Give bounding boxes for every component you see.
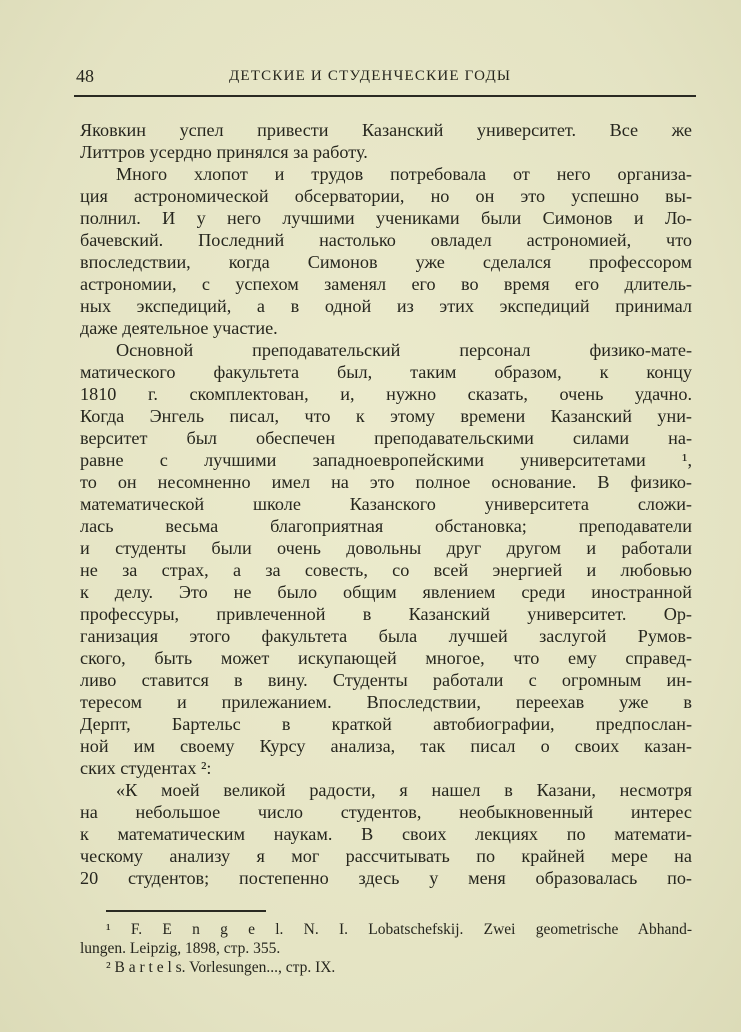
- footnote-line: ¹ F. E n g e l. N. I. Lobatschefskij. Zwei geometrische Abhand-: [106, 921, 692, 938]
- text-line: Много хлопот и трудов потребовала от него организа-: [116, 164, 692, 184]
- text-line: к математическим наукам. В своих лекциях по математи-: [80, 824, 692, 844]
- running-title: ДЕТСКИЕ И СТУДЕНЧЕСКИЕ ГОДЫ: [229, 68, 512, 84]
- text-line: математической школе Казанского университета сложи-: [80, 494, 692, 514]
- text-line: ганизация этого факультета была лучшей заслугой Румов-: [80, 626, 692, 646]
- text-line: Когда Энгель писал, что к этому времени Казанский уни-: [80, 406, 692, 426]
- footnote-line: ² B a r t e l s. Vorlesungen..., стр. IX.: [106, 959, 336, 976]
- text-line: Яковкин успел привести Казанский университет. Все же: [80, 120, 692, 140]
- text-line: матического факультета был, таким образом, к концу: [80, 362, 692, 382]
- text-line: ливо ставится в вину. Студенты работали с огромным ин-: [80, 670, 692, 690]
- text-line: 20 студентов; постепенно здесь у меня образовалась по-: [80, 868, 692, 888]
- footnote-line: lungen. Leipzig, 1898, стр. 355.: [80, 940, 281, 957]
- text-line: не за страх, а за совесть, со всей энергией и любовью: [80, 560, 692, 580]
- text-line: тересом и прилежанием. Впоследствии, переехав уже в: [80, 692, 692, 712]
- text-line: на небольшое число студентов, необыкновенный интерес: [80, 802, 692, 822]
- text-line: верситет был обеспечен преподавательскими силами на-: [80, 428, 692, 448]
- text-line: астрономии, с успехом заменял его во время его длитель-: [80, 274, 692, 294]
- footnote-rule: [106, 910, 266, 912]
- text-line: ция астрономической обсерватории, но он это успешно вы-: [80, 186, 692, 206]
- header-rule: [74, 95, 696, 97]
- text-line: даже деятельное участие.: [80, 318, 278, 338]
- page-number: 48: [76, 66, 94, 86]
- text-line: равне с лучшими западноевропейскими университетами ¹,: [80, 450, 692, 470]
- text-line: профессуры, привлеченной в Казанский университет. Ор-: [80, 604, 692, 624]
- text-line: впоследствии, когда Симонов уже сделался профессором: [80, 252, 692, 272]
- text-line: Дерпт, Бартельс в краткой автобиографии, предпослан-: [80, 714, 692, 734]
- text-line: 1810 г. скомплектован, и, нужно сказать, очень удачно.: [80, 384, 692, 404]
- footnotes: [80, 920, 692, 977]
- text-line: и студенты были очень довольны друг другом и работали: [80, 538, 692, 558]
- text-line: к делу. Это не было общим явлением среди иностранной: [80, 582, 692, 602]
- text-line: ческому анализу я мог рассчитывать по крайней мере на: [80, 846, 692, 866]
- text-line: ского, быть может искупающей многое, что ему справед-: [80, 648, 692, 668]
- body-text: [80, 119, 692, 889]
- text-line: Литтров усердно принялся за работу.: [80, 142, 368, 162]
- text-line: ских студентах ²:: [80, 758, 212, 778]
- running-header: [74, 62, 696, 92]
- text-line: ных экспедиций, а в одной из этих экспедиций принимал: [80, 296, 692, 316]
- text-line: бачевский. Последний настолько овладел астрономией, что: [80, 230, 692, 250]
- text-line: ной им своему Курсу анализа, так писал о своих казан-: [80, 736, 692, 756]
- text-line: «К моей великой радости, я нашел в Казани, несмотря: [116, 780, 692, 800]
- text-line: лась весьма благоприятная обстановка; преподаватели: [80, 516, 692, 536]
- text-line: Основной преподавательский персонал физико-мате-: [116, 340, 692, 360]
- text-line: то он несомненно имел на это полное основание. В физико-: [80, 472, 692, 492]
- text-line: полнил. И у него лучшими учениками были Симонов и Ло-: [80, 208, 692, 228]
